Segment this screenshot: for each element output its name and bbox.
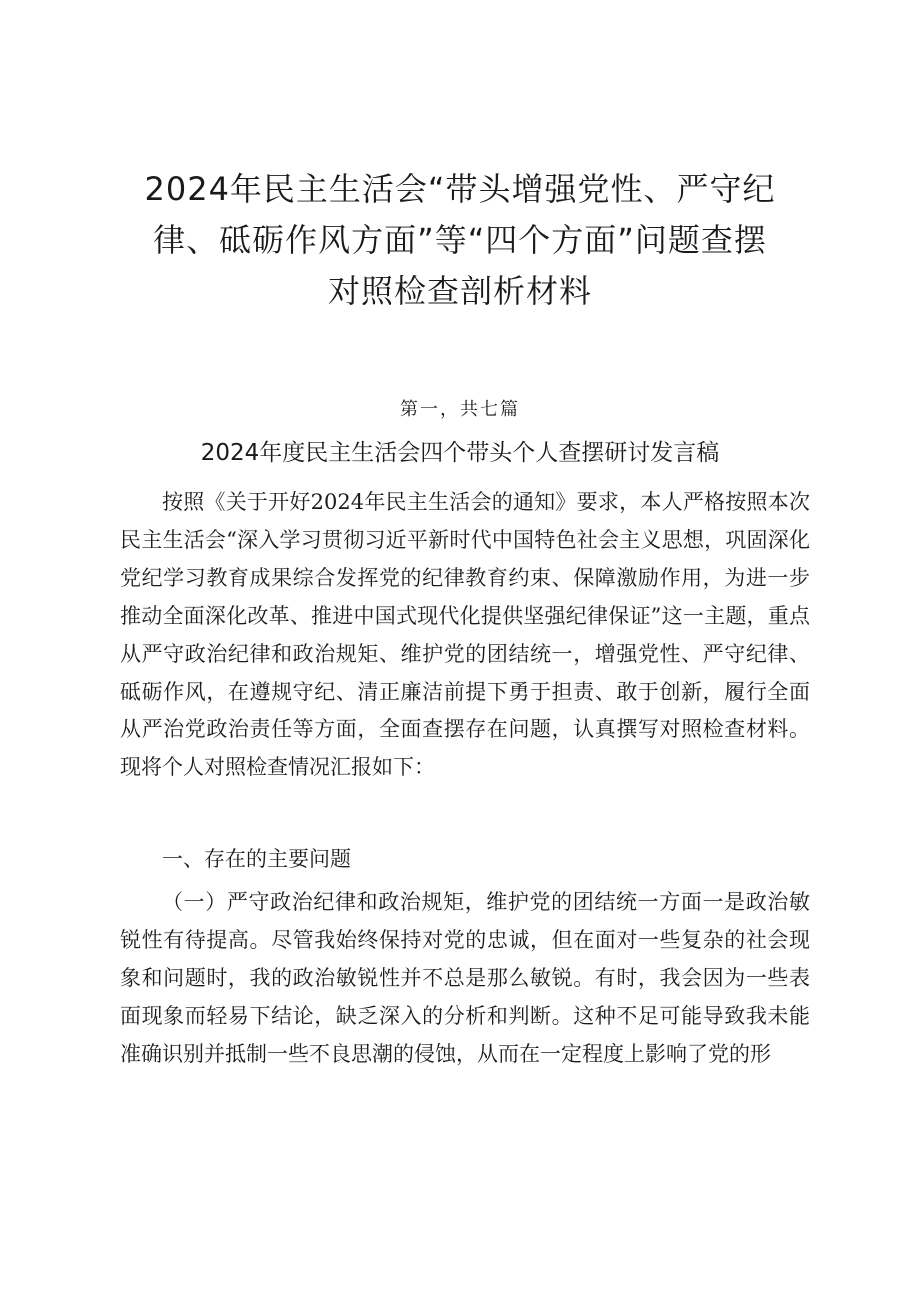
document-title bbox=[100, 164, 820, 317]
document-title-line-1: 2024年民主生活会“带头增强党性、严守纪 bbox=[144, 170, 776, 208]
document-subtitle: 2024年度民主生活会四个带头个人查摆研讨发言稿 bbox=[200, 440, 720, 466]
body-paragraph-problem-1: （一）严守政治纪律和政治规矩，维护党的团结统一方面一是政治敏锐性有待提高。尽管我始终保持对党的忠诚，但在面对一些复杂的社会现象和问题时，我的政治敏锐性并不总是那么敏锐。有时，我会因为一些表面现象而轻易下结论，缺乏深入的分析和判断。这种不足可能导致我未能准确识别并抵制一些不良思潮的侵蚀，从而在一定程度上影响了党的形 bbox=[120, 890, 810, 1066]
document-title-line-2: 律、砥砺作风方面”等“四个方面”问题查摆 bbox=[153, 221, 767, 259]
body-paragraph-intro: 按照《关于开好2024年民主生活会的通知》要求，本人严格按照本次民主生活会“深入学习贯彻习近平新时代中国特色社会主义思想，巩固深化党纪学习教育成果综合发挥党的纪律教育约束、保障激励作用，为进一步推动全面深化改革、推进中国式现代化提供坚强纪律保证”这一主题，重点从严守政治纪律和政治规矩、维护党的团结统一，增强党性、严守纪律、砥砺作风，在遵规守纪、清正廉洁前提下勇于担责、敢于创新，履行全面从严治党政治责任等方面，全面查摆存在问题，认真撰写对照检查材料。现将个人对照检查情况汇报如下： bbox=[120, 490, 810, 780]
document-title-line-3: 对照检查剖析材料 bbox=[327, 272, 592, 310]
part-label: 第一，共七篇 bbox=[400, 399, 520, 420]
section-heading-main-problems: 一、存在的主要问题 bbox=[162, 847, 351, 871]
